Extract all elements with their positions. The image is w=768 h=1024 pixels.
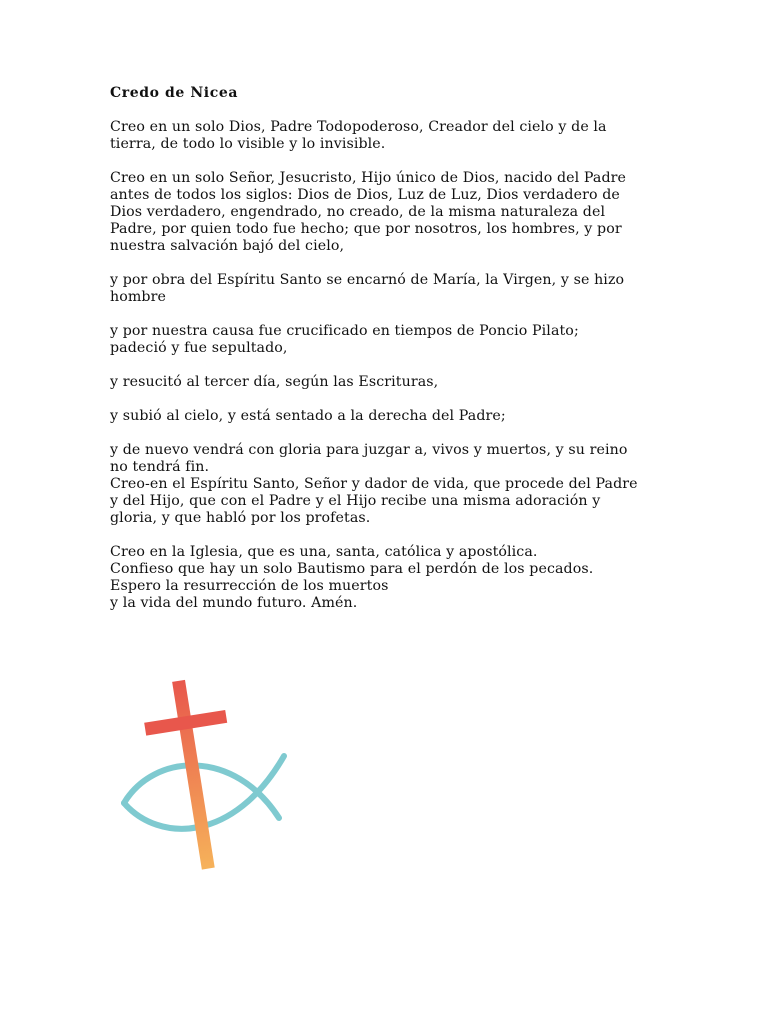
paragraph-gap — [110, 153, 670, 170]
paragraph-6: y subió al cielo, y está sentado a la derecha del Padre; — [110, 408, 506, 424]
document-body — [110, 85, 670, 612]
paragraph-5: y resucitó al tercer día, según las Escrituras, — [110, 374, 439, 390]
paragraph-gap — [110, 391, 670, 408]
cross-and-fish-icon — [114, 668, 294, 878]
paragraph-3: y por obra del Espíritu Santo se encarnó de María, la Virgen, y se hizo hombre — [110, 272, 625, 305]
paragraph-gap — [110, 425, 670, 442]
paragraph-7: y de nuevo vendrá con gloria para juzgar a, vivos y muertos, y su reino no tendrá fin. Creo-en el Espíritu Santo, Señor y dador de vida, que procede del Padre y del Hijo, que con el Padre y el Hijo recibe una misma adoración y gloria, y que habló por los profetas. — [110, 442, 638, 526]
paragraph-4: y por nuestra causa fue crucificado en tiempos de Poncio Pilato; padeció y fue sepultado, — [110, 323, 579, 356]
paragraph-gap — [110, 306, 670, 323]
paragraph-gap — [110, 255, 670, 272]
document-title: Credo de Nicea — [110, 85, 239, 101]
paragraph-8: Creo en la Iglesia, que es una, santa, católica y apostólica. Confieso que hay un solo Bautismo para el perdón de los pecados. Espero la resurrección de los muertos y la vida del mundo futuro. Amén. — [110, 544, 594, 611]
paragraph-1: Creo en un solo Dios, Padre Todopoderoso, Creador del cielo y de la tierra, de todo lo visible y lo invisible. — [110, 119, 607, 152]
paragraph-gap — [110, 527, 670, 544]
paragraph-gap — [110, 357, 670, 374]
paragraph-2: Creo en un solo Señor, Jesucristo, Hijo único de Dios, nacido del Padre antes de todos los siglos: Dios de Dios, Luz de Luz, Dios verdadero de Dios verdadero, engendrado, no creado, de la misma naturaleza del Padre, por quien todo fue hecho; que por nosotros, los hombres, y por nuestra salvación bajó del cielo, — [110, 170, 627, 254]
